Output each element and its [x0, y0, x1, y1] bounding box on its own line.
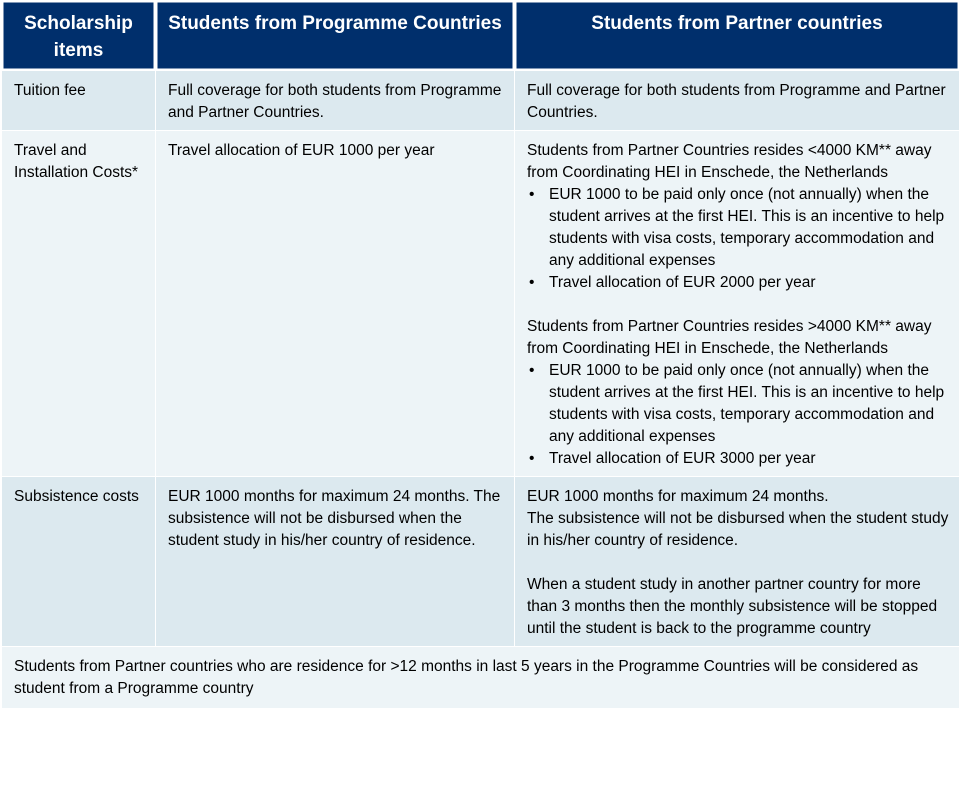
footnote-text: Students from Partner countries who are residence for >12 months in last 5 years in the Programme Countries will be considered as student from a Programme country — [2, 647, 960, 709]
spacer — [527, 294, 951, 316]
travel-partner-lt-list — [527, 184, 951, 294]
travel-partner — [515, 131, 960, 477]
tuition-programme: Full coverage for both students from Programme and Partner Countries. — [156, 71, 515, 131]
row-travel-installation — [2, 131, 960, 477]
travel-label: Travel and Installation Costs* — [2, 131, 156, 477]
travel-partner-lt-intro: Students from Partner Countries resides <4000 KM** away from Coordinating HEI in Enschede, the Netherlands — [527, 142, 932, 181]
row-footnote — [2, 647, 960, 709]
list-item: • Travel allocation of EUR 2000 per year — [527, 272, 951, 294]
tuition-partner: Full coverage for both students from Programme and Partner Countries. — [515, 71, 960, 131]
travel-partner-gt-list — [527, 360, 951, 470]
list-item: • EUR 1000 to be paid only once (not annually) when the student arrives at the first HEI. This is an incentive to help students with visa costs, temporary accommodation and any additional expenses — [527, 360, 951, 448]
subsistence-partner-p3: When a student study in another partner country for more than 3 months then the monthly subsistence will be stopped until the student is back to the programme country — [527, 576, 938, 637]
row-subsistence-costs — [2, 477, 960, 647]
subsistence-partner — [515, 477, 960, 647]
header-partner-countries: Students from Partner countries — [515, 1, 960, 71]
header-scholarship-items: Scholarship items — [2, 1, 156, 71]
scholarship-table — [1, 0, 960, 709]
travel-programme: Travel allocation of EUR 1000 per year — [156, 131, 515, 477]
tuition-label: Tuition fee — [2, 71, 156, 131]
row-tuition-fee — [2, 71, 960, 131]
list-item: • Travel allocation of EUR 3000 per year — [527, 448, 951, 470]
header-programme-countries: Students from Programme Countries — [156, 1, 515, 71]
subsistence-programme: EUR 1000 months for maximum 24 months. The subsistence will not be disbursed when the student study in his/her country of residence. — [156, 477, 515, 647]
subsistence-partner-p2: The subsistence will not be disbursed when the student study in his/her country of residence. — [527, 510, 949, 549]
list-item: • EUR 1000 to be paid only once (not annually) when the student arrives at the first HEI. This is an incentive to help students with visa costs, temporary accommodation and any additional expenses — [527, 184, 951, 272]
subsistence-label: Subsistence costs — [2, 477, 156, 647]
header-row — [2, 1, 960, 71]
spacer — [527, 552, 951, 574]
subsistence-partner-p1: EUR 1000 months for maximum 24 months. — [527, 488, 829, 505]
travel-partner-gt-intro: Students from Partner Countries resides >4000 KM** away from Coordinating HEI in Enschede, the Netherlands — [527, 318, 932, 357]
